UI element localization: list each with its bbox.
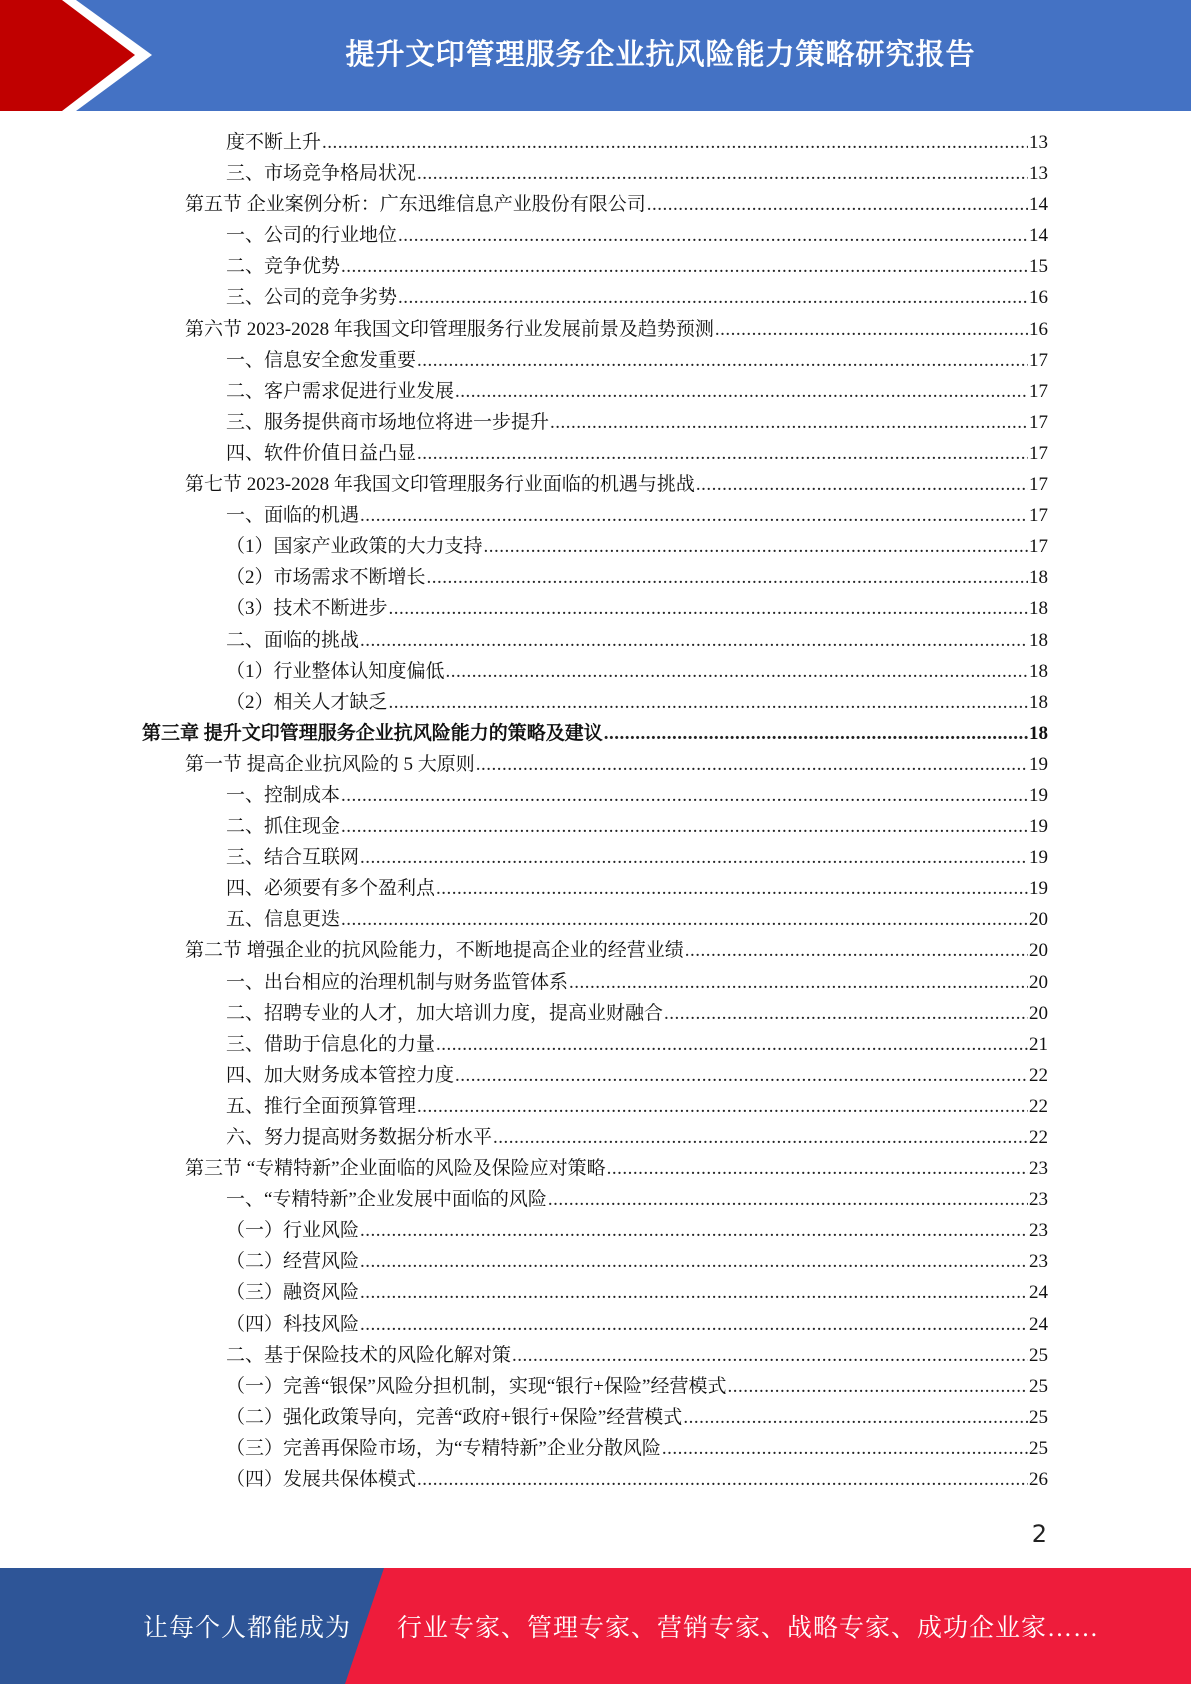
toc-dot-leader [417,345,1028,376]
toc-dot-leader [417,158,1028,189]
toc-subsection-entry[interactable] [142,500,1048,531]
toc-dot-leader [455,376,1028,407]
toc-entry-page-number: 19 [1029,816,1048,838]
toc-dot-leader [360,500,1028,531]
toc-subsection-entry[interactable] [142,1029,1048,1060]
toc-dot-leader [360,1309,1028,1340]
toc-entry-page-number: 23 [1029,1251,1048,1273]
toc-subsection-entry[interactable] [142,282,1048,313]
toc-chapter-entry[interactable] [142,718,1048,749]
toc-entry-page-number: 17 [1029,505,1048,527]
page-footer [0,1568,1191,1684]
toc-entry-page-number: 17 [1029,536,1048,558]
toc-subsection-entry[interactable] [142,1215,1048,1246]
toc-entry-page-number: 18 [1029,598,1048,620]
toc-subsection-entry[interactable] [142,376,1048,407]
toc-subsection-entry[interactable] [142,967,1048,998]
toc-entry-page-number: 18 [1029,629,1048,651]
toc-entry-page-number: 16 [1029,287,1048,309]
toc-entry-page-number: 17 [1029,349,1048,371]
toc-entry-page-number: 17 [1029,380,1048,402]
toc-subsection-entry[interactable] [142,1402,1048,1433]
toc-entry-title: 三、结合互联网 [226,847,360,869]
toc-subsection-entry[interactable] [142,1060,1048,1091]
toc-entry-title: 二、客户需求促进行业发展 [226,380,455,402]
toc-entry-page-number: 25 [1029,1406,1048,1428]
toc-entry-title: 四、加大财务成本管控力度 [226,1064,455,1086]
toc-entry-page-number: 17 [1029,474,1048,496]
table-of-contents [142,127,1048,1495]
toc-dot-leader [398,282,1028,313]
toc-dot-leader [341,904,1028,935]
footer-slogan-left: 让每个人都能成为 [143,1615,352,1642]
toc-entry-title: （1）行业整体认知度偏低 [226,660,445,682]
toc-dot-leader [436,1029,1028,1060]
toc-subsection-entry[interactable] [142,1184,1048,1215]
toc-section-entry[interactable] [142,469,1048,500]
toc-entry-title: （三）融资风险 [226,1282,360,1304]
toc-entry-title: （一）行业风险 [226,1220,360,1242]
toc-dot-leader [446,656,1028,687]
toc-entry-page-number: 23 [1029,1220,1048,1242]
toc-dot-leader [484,531,1028,562]
toc-entry-title: 五、推行全面预算管理 [226,1095,417,1117]
toc-entry-title: （3）技术不断进步 [226,598,388,620]
toc-subsection-entry[interactable] [142,842,1048,873]
toc-entry-page-number: 13 [1029,132,1048,153]
toc-dot-leader [647,189,1028,220]
toc-entry-title: 第一节 提高企业抗风险的 5 大原则 [185,753,475,775]
toc-entry-page-number: 14 [1029,194,1048,216]
toc-dot-leader [696,469,1028,500]
toc-subsection-entry[interactable] [142,1464,1048,1495]
toc-dot-leader [727,1371,1028,1402]
toc-dot-leader [360,1246,1028,1277]
toc-subsection-entry[interactable] [142,625,1048,656]
toc-entry-title: 三、市场竞争格局状况 [226,163,417,185]
toc-entry-title: 二、面临的挑战 [226,629,360,651]
toc-dot-leader [548,1184,1028,1215]
toc-entry-page-number: 21 [1029,1033,1048,1055]
toc-entry-page-number: 26 [1029,1469,1048,1491]
toc-dot-leader [341,251,1028,282]
toc-subsection-entry[interactable] [142,1340,1048,1371]
toc-subsection-entry[interactable] [142,904,1048,935]
footer-slogan-right: 行业专家、管理专家、营销专家、战略专家、成功企业家…… [397,1615,1100,1642]
toc-subsection-entry[interactable] [142,345,1048,376]
page-number: 2 [1031,1520,1047,1548]
toc-entry-page-number: 24 [1029,1282,1048,1304]
toc-entry-title: 三、公司的竞争劣势 [226,287,398,309]
toc-entry-title: 一、公司的行业地位 [226,225,398,247]
toc-entry-page-number: 22 [1029,1064,1048,1086]
toc-subsection-entry[interactable] [142,251,1048,282]
toc-dot-leader [436,873,1028,904]
toc-dot-leader [389,593,1028,624]
toc-dot-leader [662,1433,1028,1464]
toc-dot-leader [398,220,1028,251]
toc-entry-title: 第三节 “专精特新”企业面临的风险及保险应对策略 [185,1158,606,1180]
toc-dot-leader [322,127,1028,158]
toc-entry-title: 三、服务提供商市场地位将进一步提升 [226,411,550,433]
toc-entry-page-number: 17 [1029,411,1048,433]
toc-entry-title: （二）强化政策导向，完善“政府+银行+保险”经营模式 [226,1406,683,1428]
toc-dot-leader [417,1091,1028,1122]
toc-entry-page-number: 18 [1029,722,1048,744]
toc-dot-leader [360,1277,1028,1308]
toc-entry-page-number: 19 [1029,847,1048,869]
toc-subsection-entry[interactable] [142,1433,1048,1464]
toc-entry-page-number: 25 [1029,1344,1048,1366]
toc-dot-leader [427,562,1028,593]
toc-section-entry[interactable] [142,314,1048,345]
toc-entry-title: （2）相关人才缺乏 [226,691,388,713]
toc-dot-leader [715,314,1028,345]
toc-entry-title: 四、软件价值日益凸显 [226,442,417,464]
toc-entry-title: 第五节 企业案例分析：广东迅维信息产业股份有限公司 [185,194,646,216]
toc-entry-page-number: 22 [1029,1127,1048,1148]
toc-entry-title: 六、努力提高财务数据分析水平 [226,1127,493,1148]
toc-subsection-entry[interactable] [142,998,1048,1029]
toc-entry-title: （1）国家产业政策的大力支持 [226,536,483,558]
toc-subsection-entry[interactable] [142,873,1048,904]
toc-dot-leader [417,438,1028,469]
toc-dot-leader [664,998,1028,1029]
toc-dot-leader [360,1215,1028,1246]
toc-entry-page-number: 15 [1029,256,1048,278]
toc-entry-title: （一）完善“银保”风险分担机制，实现“银行+保险”经营模式 [226,1375,727,1397]
toc-entry-title: 一、出台相应的治理机制与财务监管体系 [226,971,569,993]
toc-entry-title: 一、“专精特新”企业发展中面临的风险 [226,1189,547,1211]
toc-entry-title: 二、竞争优势 [226,256,341,278]
toc-entry-page-number: 20 [1029,940,1048,962]
toc-entry-page-number: 18 [1029,660,1048,682]
toc-dot-leader [476,749,1028,780]
toc-entry-page-number: 19 [1029,753,1048,775]
toc-subsection-entry[interactable] [142,780,1048,811]
toc-dot-leader [683,1402,1028,1433]
toc-entry-page-number: 14 [1029,225,1048,247]
toc-subsection-entry[interactable] [142,1091,1048,1122]
toc-entry-title: 一、信息安全愈发重要 [226,349,417,371]
toc-dot-leader [360,842,1028,873]
toc-subsection-entry[interactable] [142,811,1048,842]
toc-dot-leader [685,935,1028,966]
toc-entry-page-number: 20 [1029,909,1048,931]
toc-entry-title: 二、抓住现金 [226,816,341,838]
toc-subsection-entry[interactable] [142,220,1048,251]
toc-dot-leader [604,718,1028,749]
toc-entry-title: 第三章 提升文印管理服务企业抗风险能力的策略及建议 [142,722,603,744]
page-header [0,0,1191,111]
toc-entry-title: （三）完善再保险市场，为“专精特新”企业分散风险 [226,1437,661,1459]
toc-entry-title: 度不断上升 [226,132,322,153]
toc-entry-title: （二）经营风险 [226,1251,360,1273]
toc-dot-leader [455,1060,1028,1091]
toc-dot-leader [493,1122,1028,1153]
toc-entry-title: 一、控制成本 [226,784,341,806]
toc-subsection-entry[interactable] [142,1246,1048,1277]
toc-entry-page-number: 16 [1029,318,1048,340]
toc-dot-leader [341,780,1028,811]
toc-entry-page-number: 17 [1029,442,1048,464]
toc-subsection-entry[interactable] [142,407,1048,438]
toc-subsection-entry[interactable] [142,158,1048,189]
toc-section-entry[interactable] [142,749,1048,780]
toc-subsection-entry[interactable] [142,127,1048,158]
toc-entry-page-number: 24 [1029,1313,1048,1335]
toc-dot-leader [389,687,1028,718]
toc-entry-page-number: 25 [1029,1375,1048,1397]
toc-entry-page-number: 23 [1029,1189,1048,1211]
toc-entry-page-number: 18 [1029,691,1048,713]
toc-subsection-entry[interactable] [142,687,1048,718]
toc-subsection-entry[interactable] [142,562,1048,593]
toc-section-entry[interactable] [142,935,1048,966]
toc-entry-page-number: 13 [1029,163,1048,185]
toc-dot-leader [550,407,1028,438]
toc-entry-title: 五、信息更迭 [226,909,341,931]
toc-dot-leader [569,967,1028,998]
toc-entry-title: 三、借助于信息化的力量 [226,1033,436,1055]
toc-entry-page-number: 23 [1029,1158,1048,1180]
toc-entry-page-number: 25 [1029,1437,1048,1459]
toc-entry-page-number: 19 [1029,878,1048,900]
toc-subsection-entry[interactable] [142,1371,1048,1402]
toc-entry-title: （四）发展共保体模式 [226,1469,417,1491]
toc-entry-page-number: 20 [1029,971,1048,993]
toc-subsection-entry[interactable] [142,593,1048,624]
toc-dot-leader [360,625,1028,656]
toc-section-entry[interactable] [142,1153,1048,1184]
toc-entry-title: 第二节 增强企业的抗风险能力，不断地提高企业的经营业绩 [185,940,684,962]
header-title: 提升文印管理服务企业抗风险能力策略研究报告 [345,36,976,71]
toc-entry-title: （四）科技风险 [226,1313,360,1335]
toc-subsection-entry[interactable] [142,1122,1048,1153]
toc-dot-leader [417,1464,1028,1495]
toc-entry-title: （2）市场需求不断增长 [226,567,426,589]
toc-entry-title: 第七节 2023-2028 年我国文印管理服务行业面临的机遇与挑战 [185,474,695,496]
toc-dot-leader [607,1153,1028,1184]
toc-subsection-entry[interactable] [142,1277,1048,1308]
toc-entry-page-number: 18 [1029,567,1048,589]
toc-entry-title: 第六节 2023-2028 年我国文印管理服务行业发展前景及趋势预测 [185,318,714,340]
toc-subsection-entry[interactable] [142,438,1048,469]
toc-subsection-entry[interactable] [142,656,1048,687]
toc-subsection-entry[interactable] [142,1309,1048,1340]
toc-dot-leader [341,811,1028,842]
toc-entry-page-number: 22 [1029,1095,1048,1117]
toc-entry-page-number: 20 [1029,1002,1048,1024]
toc-section-entry[interactable] [142,189,1048,220]
toc-entry-title: 二、招聘专业的人才，加大培训力度，提高业财融合 [226,1002,664,1024]
toc-entry-title: 四、必须要有多个盈利点 [226,878,436,900]
toc-subsection-entry[interactable] [142,531,1048,562]
toc-entry-title: 二、基于保险技术的风险化解对策 [226,1344,512,1366]
toc-dot-leader [512,1340,1028,1371]
toc-entry-title: 一、面临的机遇 [226,505,360,527]
toc-entry-page-number: 19 [1029,784,1048,806]
